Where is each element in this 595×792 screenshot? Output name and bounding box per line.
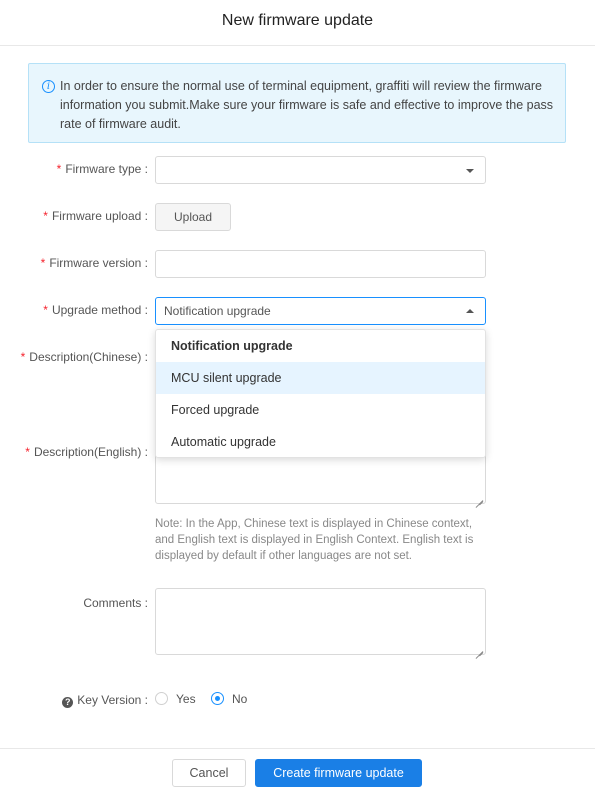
language-note: Note: In the App, Chinese text is displayed in Chinese context, and English text is displayed in English Context. English text is displayed by default if other languages are not set. [155, 518, 474, 562]
key-version-yes-label[interactable]: Yes [176, 692, 196, 706]
upgrade-method-dropdown [155, 329, 486, 458]
create-firmware-update-button[interactable]: Create firmware update [255, 759, 422, 787]
info-icon: i [42, 80, 55, 93]
help-icon[interactable]: ? [62, 697, 73, 708]
required-mark: * [43, 303, 48, 317]
dialog-header [0, 0, 595, 46]
dropdown-option-automatic[interactable]: Automatic upgrade [171, 435, 276, 449]
required-mark: * [56, 162, 62, 176]
firmware-type-label: * Firmware type : [56, 162, 148, 176]
comments-textarea[interactable] [155, 588, 486, 655]
info-notice [28, 63, 566, 143]
required-mark: * [43, 209, 48, 223]
resize-handle-icon[interactable] [475, 493, 483, 501]
dropdown-option-notification[interactable]: Notification upgrade [171, 339, 293, 353]
dialog-title: New firmware update [221, 12, 374, 29]
firmware-version-label: * Firmware version : [40, 256, 148, 270]
firmware-version-input[interactable] [155, 250, 486, 278]
upgrade-method-value: Notification upgrade [164, 304, 271, 318]
upgrade-method-label: * Upgrade method : [43, 303, 148, 317]
upload-button[interactable]: Upload [155, 203, 231, 231]
required-mark: * [25, 445, 30, 459]
required-mark: * [20, 350, 26, 364]
required-mark: * [40, 256, 46, 270]
comments-label: Comments : [83, 596, 148, 610]
upgrade-method-select[interactable] [155, 297, 486, 325]
firmware-upload-label: * Firmware upload : [43, 209, 148, 223]
dropdown-option-forced[interactable]: Forced upgrade [171, 403, 260, 417]
caret-up-icon [466, 309, 474, 313]
key-version-no-radio[interactable] [211, 692, 224, 705]
key-version-no-label[interactable]: No [232, 692, 248, 706]
notice-text: In order to ensure the normal use of terminal equipment, graffiti will review the firmware information you submit.Make sure your firmware is safe and effective to improve the pass rate of firmware audit. [60, 79, 554, 131]
key-version-yes-radio[interactable] [155, 692, 168, 705]
description-chinese-label: * Description(Chinese) : [20, 350, 148, 364]
dropdown-option-mcu-silent[interactable]: MCU silent upgrade [156, 362, 485, 394]
firmware-type-select[interactable] [155, 156, 486, 184]
description-english-label: * Description(English) : [25, 445, 148, 459]
resize-handle-icon[interactable] [475, 644, 483, 652]
cancel-button[interactable]: Cancel [172, 759, 246, 787]
caret-down-icon [466, 169, 474, 173]
key-version-label: ? Key Version : [0, 693, 148, 708]
